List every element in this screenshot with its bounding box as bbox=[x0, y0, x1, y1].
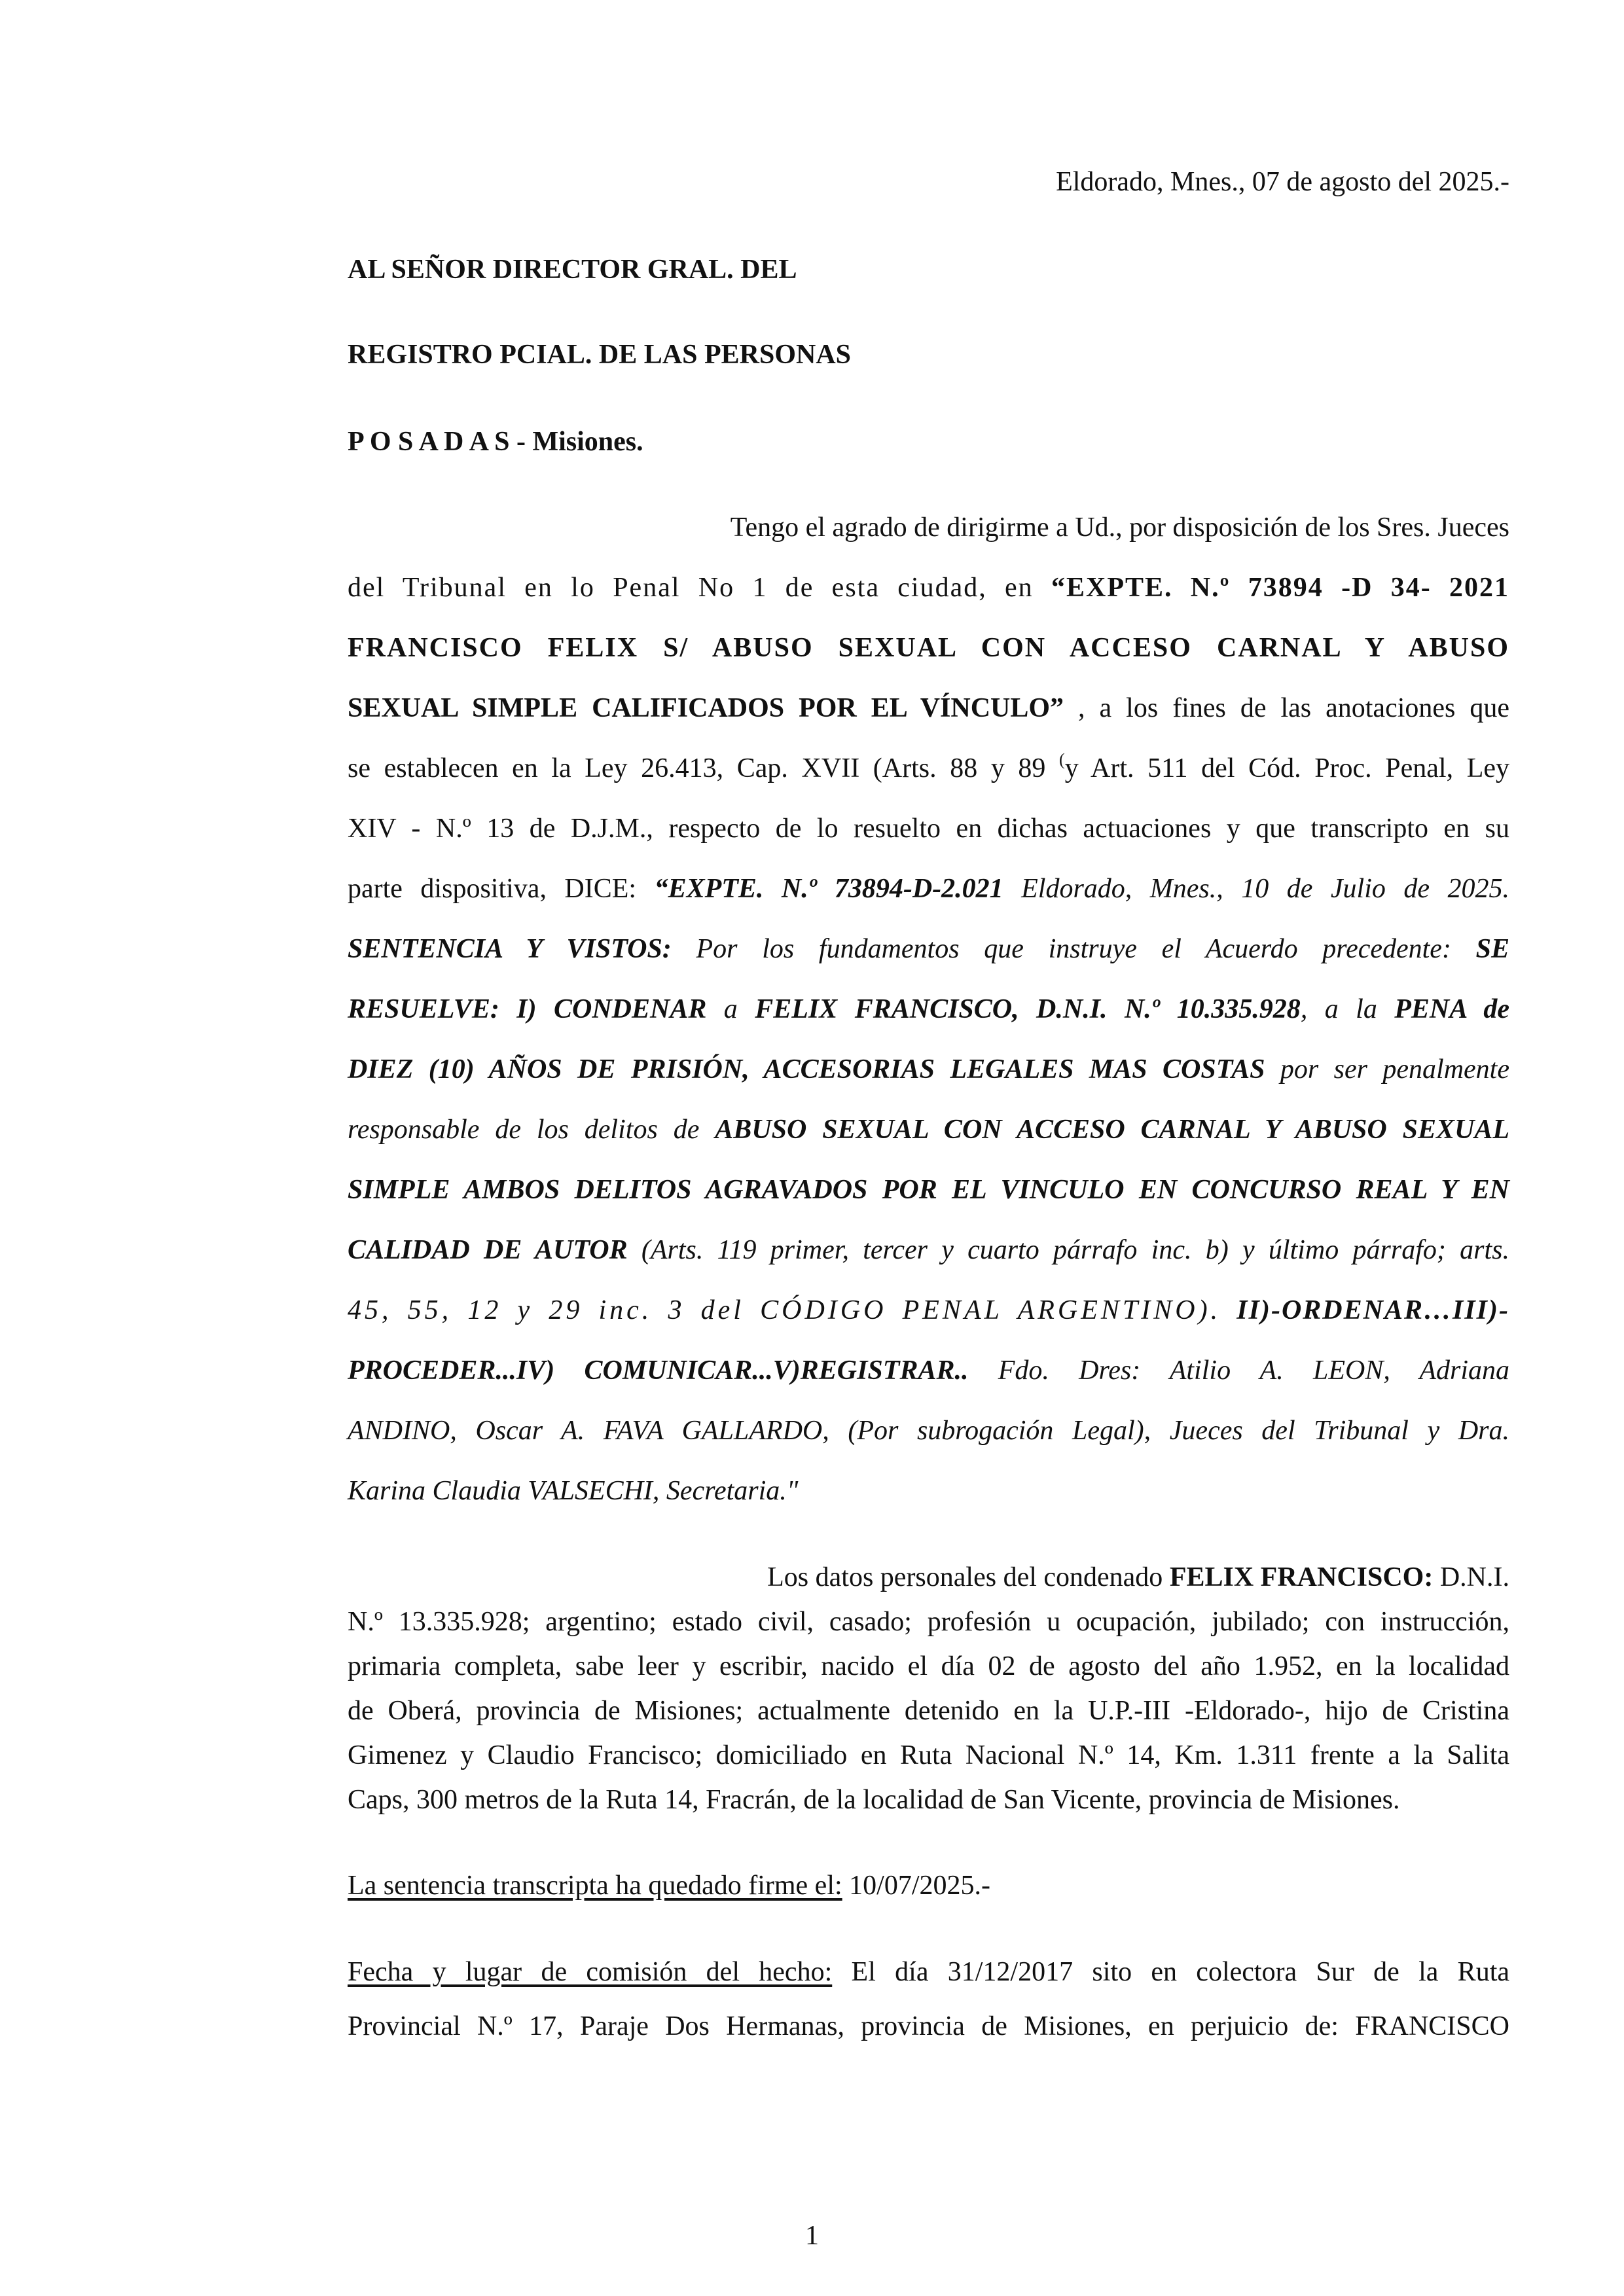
para1-line-13 bbox=[348, 1230, 1509, 1270]
pena-detail: DIEZ (10) AÑOS DE PRISIÓN, ACCESORIAS LEGALES MAS COSTAS bbox=[348, 1054, 1265, 1085]
para1-line-2-text: del Tribunal en lo Penal No 1 de esta ciudad, en bbox=[348, 573, 1051, 603]
para1-line-7 bbox=[348, 869, 1509, 908]
para1-line-8-text: Por los fundamentos que instruye el Acuerdo precedente: bbox=[671, 934, 1476, 964]
firm-date: 10/07/2025.- bbox=[842, 1871, 990, 1901]
page-number: 1 bbox=[805, 2221, 819, 2251]
para1-line-14-text: 45, 55, 12 y 29 inc. 3 del CÓDIGO PENAL ARGENTINO). bbox=[348, 1295, 1237, 1325]
signatories-start: Fdo. Dres: Atilio A. LEON, Adriana bbox=[968, 1355, 1509, 1386]
para1-line-11 bbox=[348, 1110, 1509, 1149]
addressee-line-1: AL SEÑOR DIRECTOR GRAL. DEL bbox=[348, 255, 797, 285]
expte-title-end: SEXUAL SIMPLE CALIFICADOS POR EL VÍNCULO” bbox=[348, 693, 1064, 723]
firm-label: La sentencia transcripta ha quedado firme el: bbox=[348, 1871, 842, 1901]
resolution-items: PROCEDER...IV) COMUNICAR...V)REGISTRAR.. bbox=[348, 1355, 969, 1386]
condemned-name-dni: FELIX FRANCISCO, D.N.I. N.º 10.335.928 bbox=[755, 994, 1301, 1024]
ordenar-item: II)-ORDENAR…III)- bbox=[1236, 1295, 1509, 1325]
para2-line-1 bbox=[681, 1558, 1509, 1597]
para1-line-10 bbox=[348, 1050, 1509, 1089]
addressee-line-3 bbox=[348, 422, 1509, 461]
para1-line-6: XIV - N.º 13 de D.J.M., respecto de lo resuelto en dichas actuaciones y que transcripto en su bbox=[348, 814, 1509, 844]
para2-line-3: primaria completa, sabe leer y escribir, nacido el día 02 de agosto del año 1.952, en la localidad bbox=[348, 1651, 1509, 1681]
para2-line-1-text-a: Los datos personales del condenado bbox=[767, 1562, 1170, 1592]
fecha-label: Fecha y lugar de comisión del hecho: bbox=[348, 1957, 833, 1987]
posadas-spaced: P O S A D A S bbox=[348, 427, 510, 457]
misiones-text: - Misiones. bbox=[509, 427, 643, 457]
sentencia-heading: SENTENCIA Y VISTOS: bbox=[348, 934, 672, 964]
para1-line-9-text-b: , a la bbox=[1300, 994, 1395, 1024]
para1-line-4-text: , a los fines de las anotaciones que bbox=[1064, 693, 1509, 723]
para1-line-12: SIMPLE AMBOS DELITOS AGRAVADOS POR EL VINCULO EN CONCURSO REAL Y EN bbox=[348, 1175, 1509, 1205]
quoted-date: Eldorado, Mnes., 10 de Julio de 2025. bbox=[1003, 874, 1509, 904]
para1-line-14 bbox=[348, 1291, 1509, 1330]
para1-line-1: Tengo el agrado de dirigirme a Ud., por disposición de los Sres. Jueces bbox=[730, 512, 1509, 543]
para1-line-13-text: (Arts. 119 primer, tercer y cuarto párrafo inc. b) y último párrafo; arts. bbox=[627, 1235, 1509, 1265]
para1-line-5-text-b: y Art. 511 del Cód. Proc. Penal, Ley bbox=[1064, 753, 1510, 783]
para1-line-5 bbox=[348, 749, 1509, 791]
para1-line-7-text: parte dispositiva, DICE: bbox=[348, 874, 655, 904]
para1-line-10-text: por ser penalmente bbox=[1265, 1054, 1509, 1085]
fecha-line-1 bbox=[348, 1952, 1509, 1992]
expte-title-start: “EXPTE. N.º 73894 -D 34- 2021 bbox=[1051, 573, 1509, 603]
resuelve-condenar: RESUELVE: I) CONDENAR bbox=[348, 994, 707, 1024]
para1-line-2 bbox=[348, 568, 1509, 607]
para1-line-8 bbox=[348, 929, 1509, 969]
para1-line-5-text-a: se establecen en la Ley 26.413, Cap. XVII (Arts. 88 y 89 bbox=[348, 753, 1060, 783]
para2-line-5: Gimenez y Claudio Francisco; domiciliado en Ruta Nacional N.º 14, Km. 1.311 frente a la Salita bbox=[348, 1740, 1509, 1770]
se-resuelve-start: SE bbox=[1475, 934, 1510, 964]
offense-start: ABUSO SEXUAL CON ACCESO CARNAL Y ABUSO SEXUAL bbox=[715, 1115, 1510, 1145]
para1-line-4 bbox=[348, 689, 1509, 728]
fecha-text: El día 31/12/2017 sito en colectora Sur de la Ruta bbox=[832, 1957, 1509, 1987]
para2-line-1-text-b: D.N.I. bbox=[1433, 1562, 1509, 1592]
fecha-line-2: Provincial N.º 17, Paraje Dos Hermanas, provincia de Misiones, en perjuicio de: FRANCISCO bbox=[348, 2011, 1509, 2041]
para1-line-9-text-a: a bbox=[706, 994, 755, 1024]
addressee-line-2: REGISTRO PCIAL. DE LAS PERSONAS bbox=[348, 340, 852, 370]
quoted-expte: “EXPTE. N.º 73894-D-2.021 bbox=[654, 874, 1003, 904]
firm-line bbox=[348, 1866, 1509, 1905]
date-line: Eldorado, Mnes., 07 de agosto del 2025.- bbox=[1056, 167, 1509, 197]
para2-line-6: Caps, 300 metros de la Ruta 14, Fracrán, de la localidad de San Vicente, provincia de Misiones. bbox=[348, 1785, 1400, 1815]
para2-line-2: N.º 13.335.928; argentino; estado civil, casado; profesión u ocupación, jubilado; con instrucción, bbox=[348, 1607, 1509, 1637]
stray-parenthesis: ( bbox=[1059, 750, 1065, 769]
para1-line-9 bbox=[348, 990, 1509, 1029]
pena-start: PENA de bbox=[1394, 994, 1510, 1024]
para1-line-17: Karina Claudia VALSECHI, Secretaria." bbox=[348, 1476, 799, 1506]
condemned-name: FELIX FRANCISCO: bbox=[1169, 1562, 1434, 1592]
para2-line-4: de Oberá, provincia de Misiones; actualmente detenido en la U.P.-III -Eldorado-, hijo de Cristina bbox=[348, 1696, 1509, 1726]
calidad-de-autor: CALIDAD DE AUTOR bbox=[348, 1235, 628, 1265]
para1-line-15 bbox=[348, 1351, 1509, 1390]
para1-line-16: ANDINO, Oscar A. FAVA GALLARDO, (Por subrogación Legal), Jueces del Tribunal y Dra. bbox=[348, 1416, 1509, 1446]
para1-line-11-text: responsable de los delitos de bbox=[348, 1115, 715, 1145]
para1-line-3: FRANCISCO FELIX S/ ABUSO SEXUAL CON ACCESO CARNAL Y ABUSO bbox=[348, 633, 1509, 663]
